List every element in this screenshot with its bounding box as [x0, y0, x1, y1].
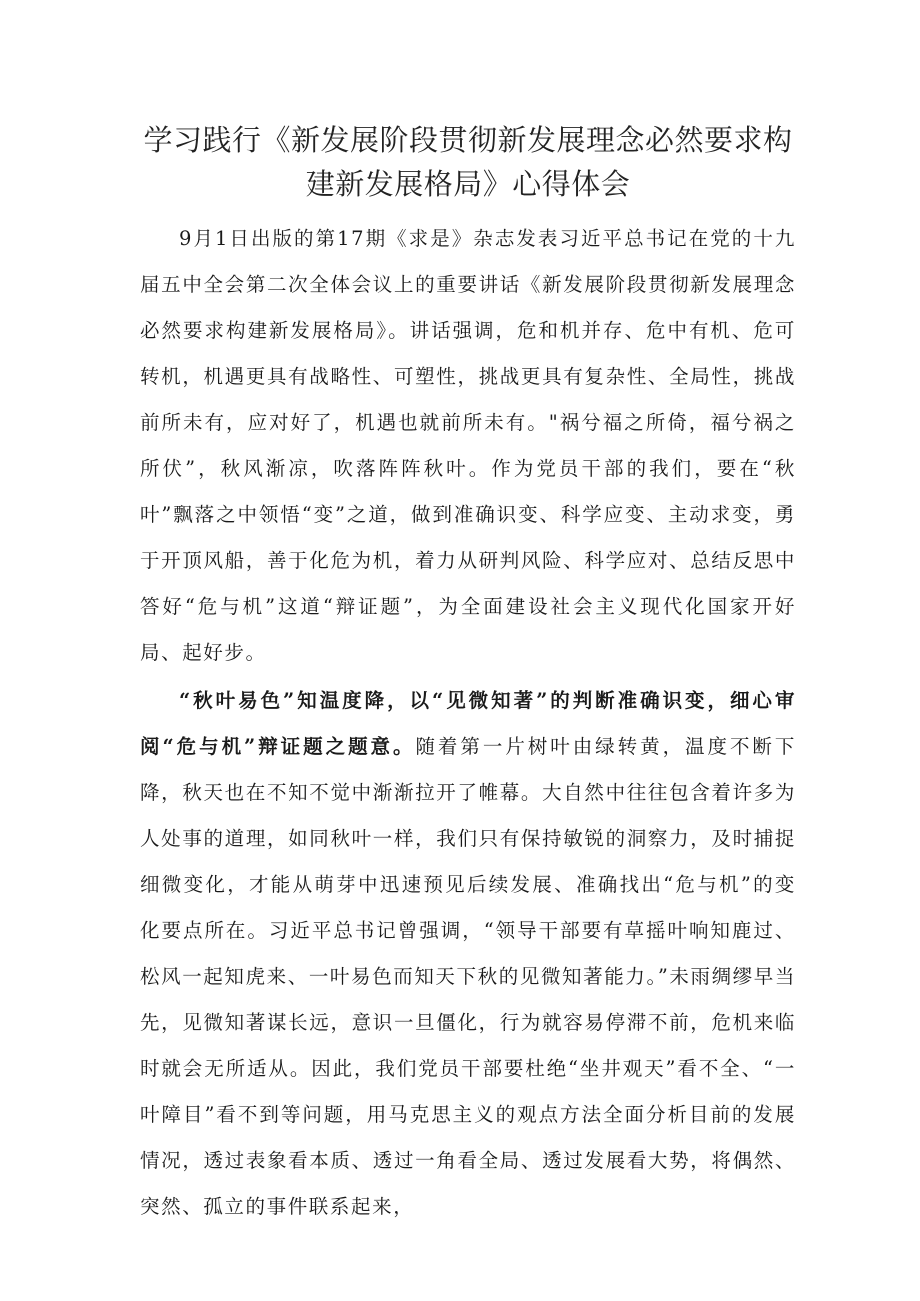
- paragraph-2: [140, 678, 796, 1230]
- document-page: [140, 118, 796, 1230]
- paragraph-1: 9月1日出版的第17期《求是》杂志发表习近平总书记在党的十九届五中全会第二次全体会议上的重要讲话《新发展阶段贯彻新发展理念必然要求构建新发展格局》。讲话强调，危和机并存、危中有机、危可转机，机遇更具有战略性、可塑性，挑战更具有复杂性、全局性，挑战前所未有，应对好了，机遇也就前所未有。"祸兮福之所倚，福兮祸之所伏”，秋风渐凉，吹落阵阵秋叶。作为党员干部的我们，要在“秋叶”飘落之中领悟“变”之道，做到准确识变、科学应变、主动求变，勇于开顶风船，善于化危为机，着力从研判风险、科学应对、总结反思中答好“危与机”这道“辩证题”，为全面建设社会主义现代化国家开好局、起好步。: [140, 227, 796, 664]
- title-line-1: 学习践行《新发展阶段贯彻新发展理念必然要求构: [143, 123, 793, 157]
- paragraph-2-body: 随着第一片树叶由绿转黄，温度不断下降，秋天也在不知不觉中渐渐拉开了帷幕。大自然中往往包含着许多为人处事的道理，如同秋叶一样，我们只有保持敏锐的洞察力，及时捕捉细微变化，才能从萌芽中迅速预见后续发展、准确找出“危与机”的变化要点所在。习近平总书记曾强调，“领导干部要有草摇叶响知鹿过、松风一起知虎来、一叶易色而知天下秋的见微知著能力。”未雨绸缪早当先，见微知著谋长远，意识一旦僵化，行为就容易停滞不前，危机来临时就会无所适从。因此，我们党员干部要杜绝“坐井观天”看不全、“一叶障目”看不到等问题，用马克思主义的观点方法全面分析目前的发展情况，透过表象看本质、透过一角看全局、透过发展看大势，将偶然、突然、孤立的事件联系起来，: [140, 735, 796, 1218]
- document-body: [140, 216, 796, 1230]
- title-line-2: 建新发展格局》心得体会: [305, 167, 631, 201]
- paragraph-2-lead: “秋叶易色”知温度降，以“见微知著”的判断准确识变，细心审阅“危与机”辩证题之题意。: [140, 689, 796, 758]
- document-title: [140, 118, 796, 206]
